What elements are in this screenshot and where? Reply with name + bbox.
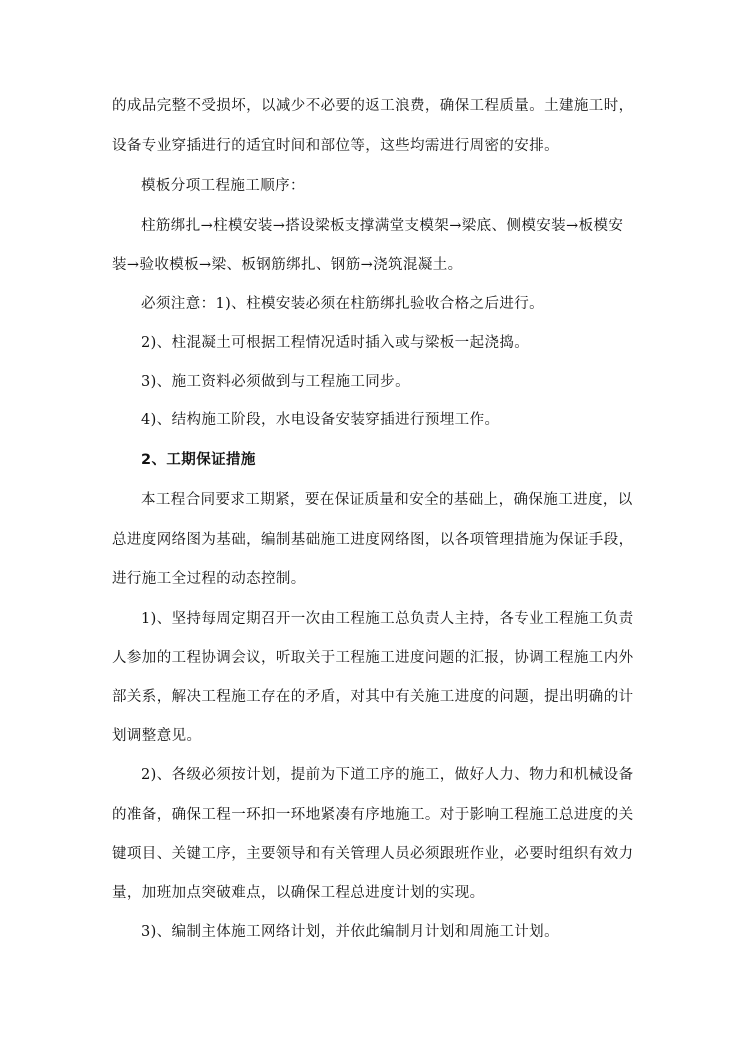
paragraph-line: 进行施工全过程的动态控制。 [112, 571, 306, 587]
paragraph-line: 部关系，解决工程施工存在的矛盾，对其中有关施工进度的问题，提出明确的计 [112, 689, 634, 705]
paragraph-line: 2)、各级必须按计划，提前为下道工序的施工，做好人力、物力和机械设备 [141, 767, 634, 783]
paragraph-line: 3)、编制主体施工网络计划，并依此编制月计划和周施工计划。 [141, 924, 559, 940]
paragraph-line: 1)、坚持每周定期召开一次由工程施工总负责人主持，各专业工程施工负责 [141, 611, 634, 627]
paragraph-line: 设备专业穿插进行的适宜时间和部位等，这些均需进行周密的安排。 [112, 138, 559, 154]
paragraph-line: 的成品完整不受损坏，以减少不必要的返工浪费，确保工程质量。土建施工时， [112, 98, 634, 114]
section-heading: 模板分项工程施工顺序： [141, 178, 305, 194]
paragraph-line: 划调整意见。 [112, 728, 202, 744]
list-item: 2)、柱混凝土可根据工程情况适时插入或与梁板一起浇捣。 [141, 335, 530, 351]
paragraph-line: 柱筋绑扎→柱模安装→搭设梁板支撑满堂支模架→梁底、侧模安装→板模安 [141, 218, 624, 234]
paragraph-line: 量，加班加点突破难点，以确保工程总进度计划的实现。 [112, 885, 485, 901]
paragraph-line: 必须注意：1)、柱模安装必须在柱筋绑扎验收合格之后进行。 [141, 296, 545, 312]
paragraph-line: 总进度网络图为基础，编制基础施工进度网络图，以各项管理措施为保证手段， [112, 532, 634, 548]
paragraph-line: 键项目、关键工序，主要领导和有关管理人员必须跟班作业，必要时组织有效力 [112, 846, 634, 862]
list-item: 3)、施工资料必须做到与工程施工同步。 [141, 374, 410, 390]
paragraph-line: 的准备，确保工程一环扣一环地紧凑有序地施工。对于影响工程施工总进度的关 [112, 807, 634, 823]
section-title: 2、工期保证措施 [141, 452, 256, 468]
paragraph-line: 本工程合同要求工期紧，要在保证质量和安全的基础上，确保施工进度，以 [141, 492, 633, 508]
paragraph-line: 人参加的工程协调会议，听取关于工程施工进度问题的汇报，协调工程施工内外 [112, 650, 634, 666]
list-item: 4)、结构施工阶段，水电设备安装穿插进行预埋工作。 [141, 412, 500, 428]
paragraph-line: 装→验收模板→梁、板钢筋绑扎、钢筋→浇筑混凝土。 [112, 257, 463, 273]
